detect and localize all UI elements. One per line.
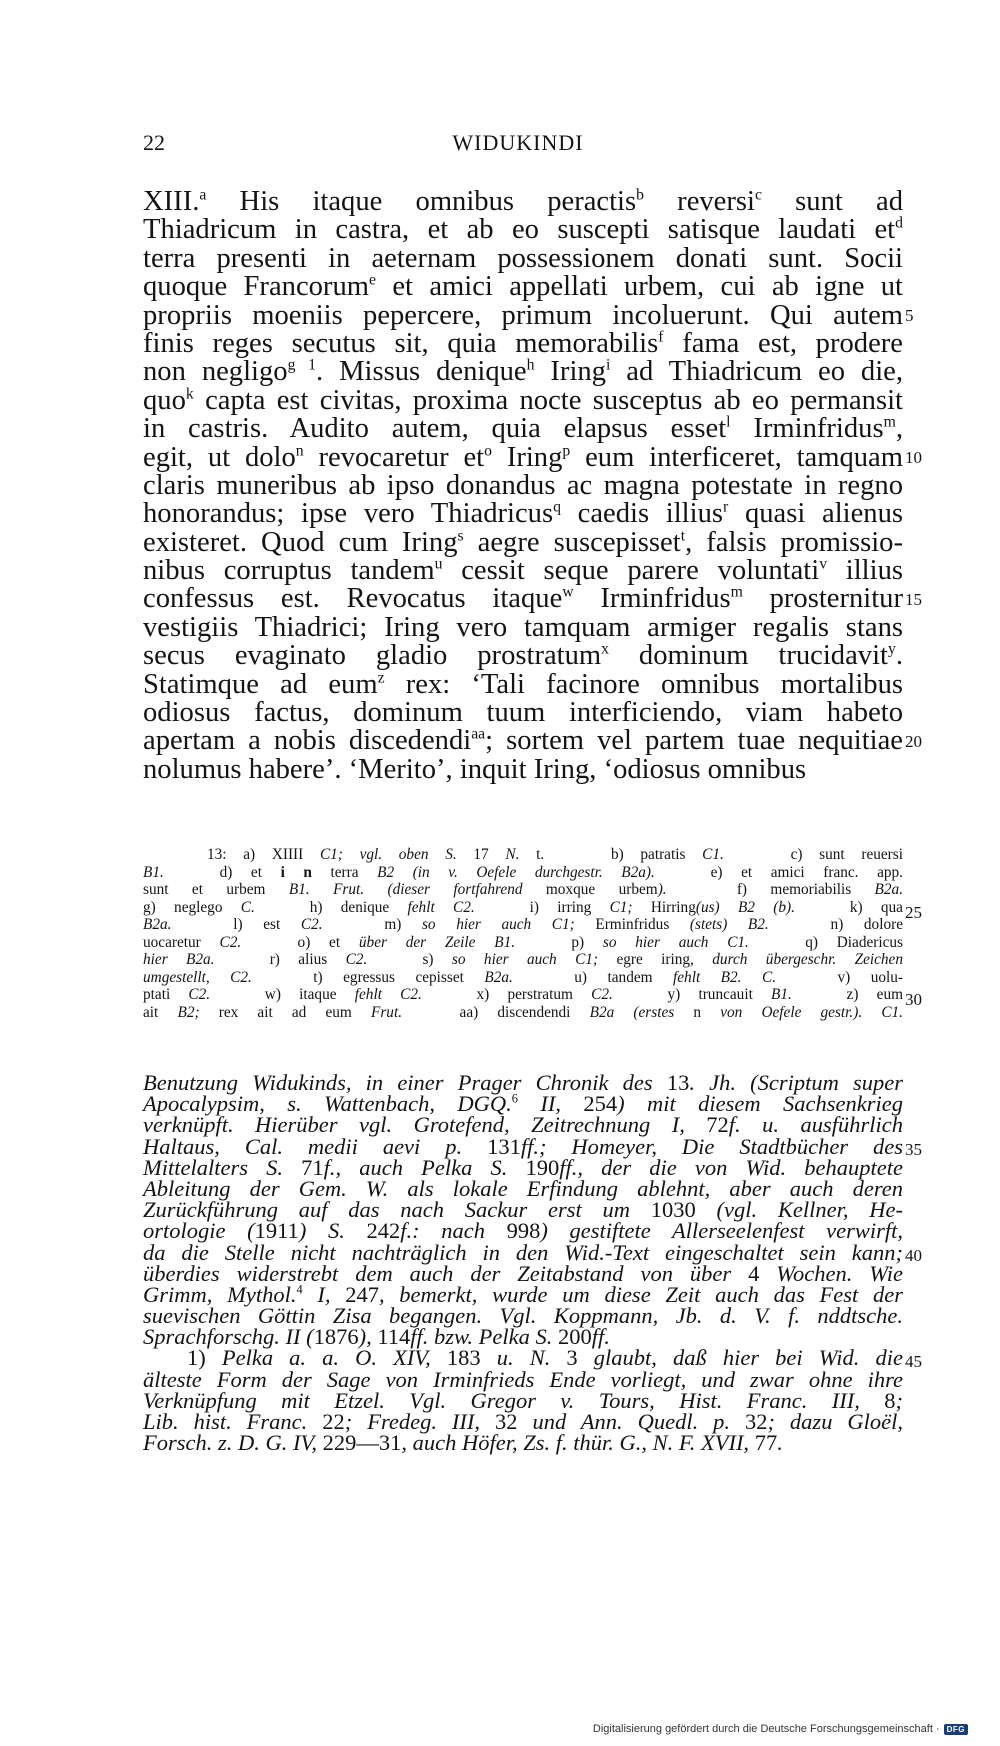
commentary-line: Forsch. z. D. G. IV, 229—31, auch Höfer, Zs. f. thür. G., N. F. XVII, 77. [143,1430,783,1456]
main-text-line: secus evaginato gladio prostratum$^x$ dominum trucidavit$^y$. [143,640,903,672]
footnote-line: 13: a) XIIII C1; vgl. oben S. 17 N. t. b) patratis C1. c) sunt reuersi [207,846,903,863]
footnote-line: B1. d) et i n terra B2 (in v. Oefele durchgestr. B2a). e) et amici franc. app. [143,863,904,881]
main-text-line: Statimque ad eum$^z$ rex: ‘Tali facinore omnibus mortalibus [143,668,903,700]
page-number: 22 [143,130,165,155]
main-text-line: apertam a nobis discedendi$^{aa}$; sortem vel partem tuae nequitiae [143,725,903,757]
commentary-line: verknüpft. Hierüber vgl. Grotefend, Zeitrechnung I, 72f. u. ausführlich [143,1112,903,1138]
line-number: 35 [905,1139,922,1159]
main-text-line: in castris. Audito autem, quia elapsus esset$^l$ Irminfridus$^m$, [143,413,903,445]
footnote-line: g) neglego C. h) denique fehlt C2. i) irring C1; Hirring(us) B2 (b). k) qua [143,898,903,916]
commentary-line: da die Stelle nicht nachträglich in den Wid.-Text eingeschaltet sein kann; [143,1239,903,1265]
main-text-line: nibus corruptus tandem$^u$ cessit seque parere voluntati$^v$ illius [143,555,903,587]
running-title: WIDUKINDI [452,130,584,155]
line-number: 45 [905,1351,922,1371]
main-text-line: Thiadricum in castra, et ab eo suscepti satisque laudati $et^d$ [143,214,903,246]
main-text-line: finis reges secutus sit, quia memorabilis$^f$ fama est, prodere [143,327,903,359]
commentary-line: Ableitung der Gem. W. als lokale Erfindung ablehnt, aber auch deren [143,1175,903,1201]
footnote-line: sunt et urbem B1. Frut. (dieser fortfahrend moxque urbem). f) memoriabilis B2a. [143,881,904,898]
commentary-line: überdies widerstrebt dem auch der Zeitabstand von über 4 Wochen. Wie [143,1260,903,1286]
footnote-line: uocaretur C2. o) et über der Zeile B1. p) so hier auch C1. q) Diadericus [143,933,903,951]
line-number: 30 [905,990,922,1009]
main-text-line: vestigiis Thiadrici; Iring vero tamquam armiger regalis stans [143,611,903,643]
commentary-line: Mittelalters S. 71f., auch Pelka S. 190ff., der die von Wid. behauptete [143,1154,903,1180]
commentary-line: Grimm, Mythol.$^4$ I, 247, bemerkt, wurde um diese Zeit auch das Fest der [143,1281,903,1307]
credit-text: Digitalisierung gefördert durch die Deutsche Forschungsgemeinschaft · [592,1723,940,1735]
main-text [143,188,903,784]
commentary-line: suevischen Göttin Zisa begangen. Vgl. Koppmann, Jb. d. V. f. nddtsche. [143,1303,903,1329]
main-text-line: propriis moeniis pepercere, primum incoluerunt. Qui autem [143,299,903,331]
commentary-line: Lib. hist. Franc. 22; Fredeg. III, 32 und Ann. Quedl. p. 32; dazu Gloël, [143,1409,904,1434]
commentary-line: Zurückführung auf das nach Sackur erst um 1030 (vgl. Kellner, He- [143,1197,903,1223]
main-text-line: existeret. Quod cum Iring$^s$ aegre suscepisset$^t$, falsis promissio- [143,526,903,558]
line-number: 40 [905,1245,922,1265]
commentary-line: Apocalypsim, s. Wattenbach, DGQ.$^6$ II, 254) mit diesem Sachsenkrieg [143,1091,903,1117]
footnote-line: B2a. l) est C2. m) so hier auch C1; Erminfridus (stets) B2. n) dolore [143,916,903,933]
line-number: 5 [905,305,914,325]
footnote-line: umgestellt, C2. t) egressus cepisset B2a. u) tandem fehlt B2. C. v) uolu- [143,968,903,986]
main-text-line: quoque Francorum$^e$ et amici appellati urbem, cui ab igne ut [143,271,903,303]
digitization-credit [593,1723,968,1735]
commentary-line: Haltaus, Cal. medii aevi p. 131ff.; Homeyer, Die Stadtbücher des [143,1133,903,1159]
main-text-line: claris muneribus ab ipso donandus ac magna potestate in regno [143,469,903,501]
main-text-line: confessus est. Revocatus itaque$^w$ Irminfridus$^m$ prosternitur [143,583,904,615]
main-text-line: terra presenti in aeternam possessionem donati sunt. Socii [143,242,903,274]
commentary-line: älteste Form der Sage von Irminfrieds Ende vorliegt, und zwar ohne ihre [143,1366,903,1392]
line-number: 10 [905,447,922,467]
footnote-line: ait B2; rex ait ad eum Frut. aa) discendendi B2a (erstes n von Oefele gestr.). C1. [143,1003,904,1021]
main-text-line: honorandus; ipse vero Thiadricus$^q$ caedis illius$^r$ quasi alienus [143,498,903,530]
main-text-line: egit, ut dolo$^n$ revocaretur $et^o$ Iring$^p$ eum interficeret, tamquam [143,441,903,473]
commentary-line: Verknüpfung mit Etzel. Vgl. Gregor v. Tours, Hist. Franc. III, 8; [143,1387,903,1413]
commentary-notes [143,1070,904,1456]
footnote-line: hier B2a. r) alius C2. s) so hier auch C1; egre iring, durch übergeschr. Zeichen [143,951,903,968]
main-text-line: nolumus habere’. ‘Merito’, inquit Iring, ‘odiosus omnibus [143,753,807,785]
dfg-logo: DFG [944,1724,968,1735]
main-text-line: quo$^k$ capta est civitas, proxima nocte susceptus ab eo permansit [143,384,903,416]
commentary-line: ortologie (1911) S. 242f.: nach 998) gestiftete Allerseelenfest verwirft, [143,1218,903,1244]
line-number: 15 [905,589,922,609]
main-text-line: XIII.$^a$ His itaque omnibus peractis$^b$ reversi$^c$ sunt ad [143,186,904,217]
commentary-line: 1) Pelka a. a. O. XIV, 183 u. N. 3 glaubt, daß hier bei Wid. die [187,1345,903,1371]
line-number: 25 [905,902,922,922]
footnote-line: ptati C2. w) itaque fehlt C2. x) perstratum C2. y) truncauit B1. z) eum [143,986,903,1003]
main-text-line: non negligo$^{g 1}$. Missus denique$^h$ Iring$^i$ ad Thiadricum eo die, [143,356,904,388]
critical-apparatus [143,846,903,1021]
commentary-line: Sprachforschg. II (1876), 114ff. bzw. Pelka S. 200ff. [143,1324,610,1350]
line-number: 20 [905,731,922,751]
main-text-line: odiosus factus, dominum tuum interficiendo, viam habeto [143,697,903,729]
commentary-line: Benutzung Widukinds, in einer Prager Chronik des 13. Jh. (Scriptum super [143,1070,903,1095]
